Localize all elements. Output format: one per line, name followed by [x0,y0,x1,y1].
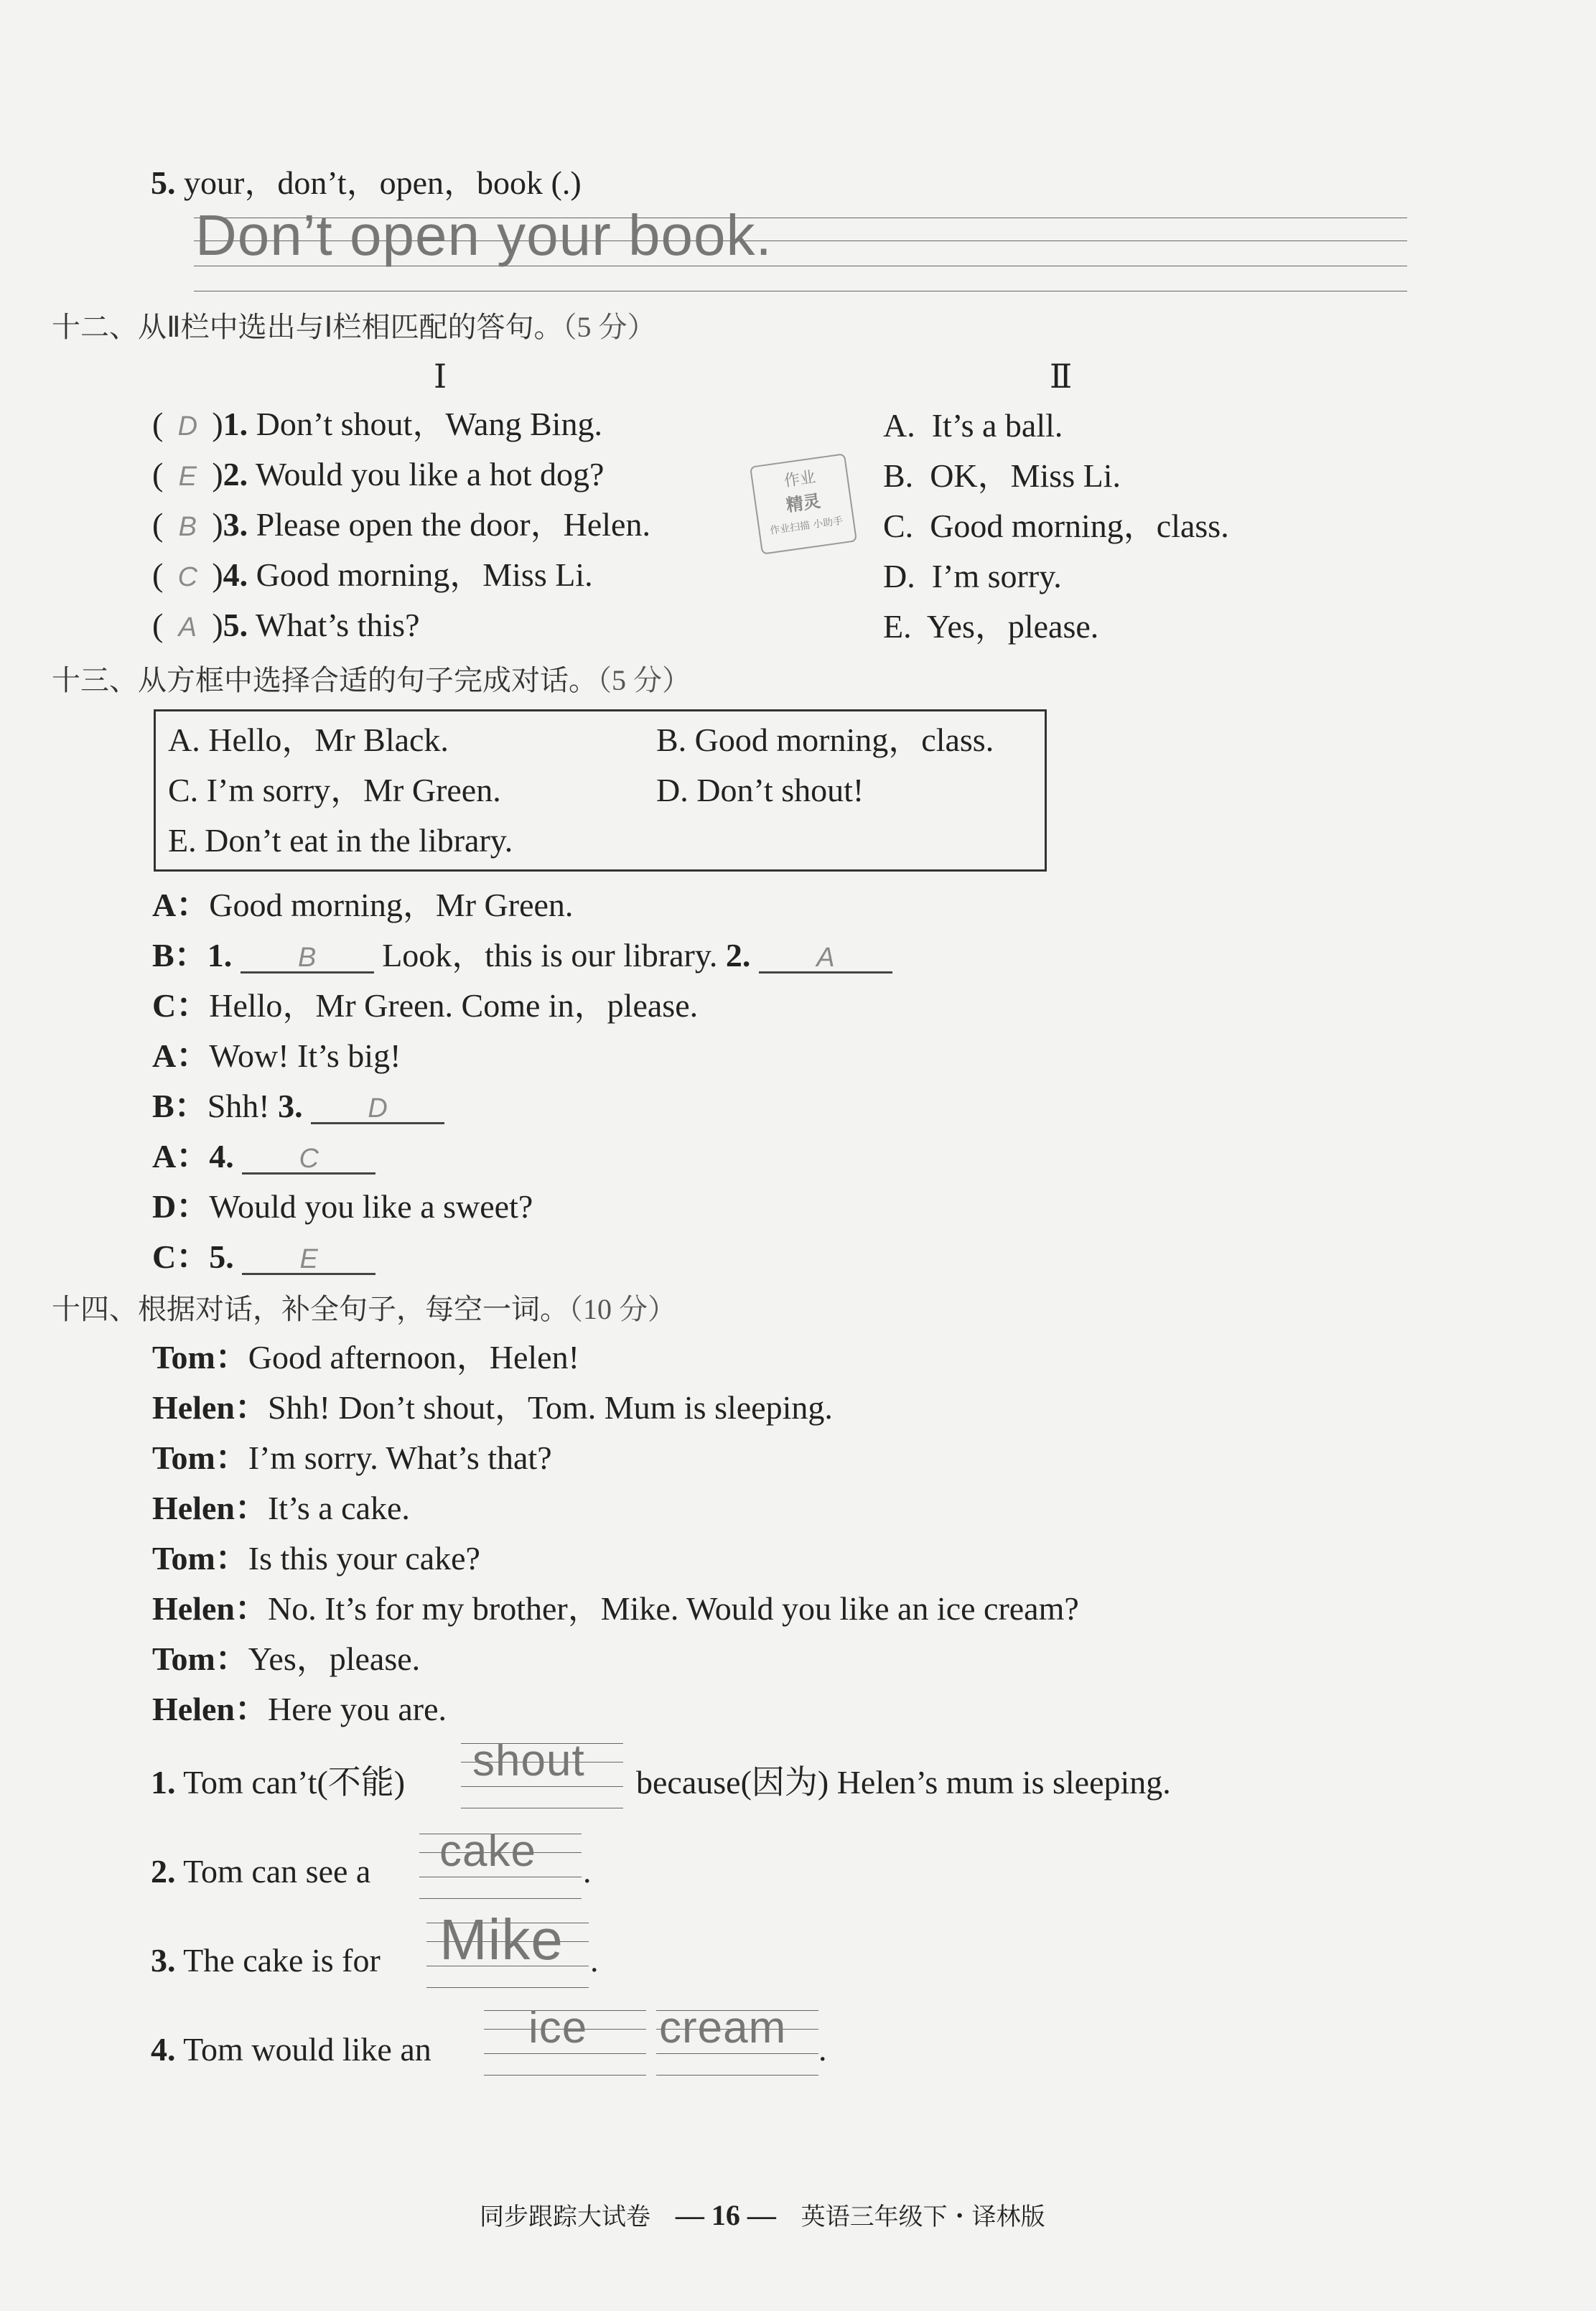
match-answer: D [177,411,198,442]
four-line-3 [484,2053,646,2054]
fill-q3: 3. The cake is for [151,1942,381,1979]
column1-header: Ⅰ [434,358,447,395]
dialogue-line: A：4. C [152,1140,375,1175]
section13-title: 十三、从方框中选择合适的句子完成对话。 [52,664,597,697]
section12-heading [52,304,655,345]
item-number: 5. [151,164,176,201]
match-answer: E [178,462,197,492]
dialogue-line: A：Wow! It’s big! [152,1037,401,1074]
handwritten-answer: shout [472,1736,585,1785]
section12-points: （5 分） [562,311,656,343]
fill-q4: 4. Tom would like an [151,2031,431,2068]
answer-blank: E [242,1246,375,1275]
four-line-3 [461,1786,623,1787]
match-answer: A [178,612,197,643]
section14-heading [52,1287,676,1327]
section13-points: （5 分） [597,664,691,696]
item-prompt: your，don’t，open，book (.) [184,164,582,201]
reading-line: Tom：Yes，please. [152,1640,421,1677]
handwritten-answer: cake [439,1826,536,1876]
answer-blank: D [311,1095,444,1124]
answer-blank: B [241,944,374,974]
fill-q1: 1. Tom can’t(不能) [151,1764,406,1801]
option-e: E. Don’t eat in the library. [168,822,513,859]
match-right-item: C. Good morning，class. [883,508,1229,544]
dialogue-line: C：Hello，Mr Green. Come in，please. [152,987,699,1024]
section13-heading [52,658,691,699]
match-left-item: ( B )3. Please open the door，Helen. [152,506,650,543]
match-answer: B [178,512,197,542]
q11-item5 [151,164,582,201]
option-b: B. Good morning，class. [656,722,994,758]
dialogue-line: B：1. B Look，this is our library. 2. A [152,939,892,974]
fill-q4-post: . [818,2031,827,2068]
reading-line: Tom：Is this your cake? [152,1540,480,1577]
scan-helper-stamp: 作业 精灵 作业扫描 小助手 [750,453,857,554]
four-line-4 [656,2075,818,2076]
reading-line: Helen：No. It’s for my brother，Mike. Would you like an ice cream? [152,1590,1079,1627]
option-c: C. I’m sorry，Mr Green. [168,772,501,808]
reading-line: Tom：I’m sorry. What’s that? [152,1439,552,1476]
handwritten-answer: cream [659,2003,787,2053]
handwritten-answer: Mike [439,1908,564,1971]
reading-line: Tom：Good afternoon，Helen! [152,1339,579,1376]
option-d: D. Don’t shout! [656,772,864,808]
handwritten-answer: Don’t open your book. [195,203,773,267]
match-right-item: D. I’m sorry. [883,558,1062,594]
page-number: — 16 — [675,2199,776,2231]
column2-header: Ⅱ [1050,358,1073,395]
match-left-item: ( D )1. Don’t shout，Wang Bing. [152,406,602,442]
match-left-item: ( E )2. Would you like a hot dog? [152,456,605,492]
four-line-4 [484,2075,646,2076]
match-left-item: ( A )5. What’s this? [152,607,420,643]
match-left-item: ( C )4. Good morning，Miss Li. [152,556,593,593]
reading-line: Helen：It’s a cake. [152,1490,410,1526]
four-line-4 [426,1987,589,1988]
match-right-item: B. OK，Miss Li. [883,457,1121,494]
page-footer [480,2197,1045,2232]
section12-title: 十二、从Ⅱ栏中选出与Ⅰ栏相匹配的答句。 [52,311,563,344]
option-a: A. Hello，Mr Black. [168,722,449,758]
section14-points: （10 分） [569,1293,676,1325]
reading-line: Helen：Shh! Don’t shout，Tom. Mum is sleeping. [152,1389,833,1426]
match-right-item: A. It’s a ball. [883,407,1063,444]
footer-title: 同步跟踪大试卷 [480,2203,650,2231]
fill-q3-post: . [590,1942,599,1979]
match-answer: C [177,562,198,592]
dialogue-line: B：Shh! 3. D [152,1090,444,1124]
section14-title: 十四、根据对话，补全句子，每空一词。 [52,1293,569,1326]
dialogue-line: C：5. E [152,1241,375,1275]
reading-line: Helen：Here you are. [152,1691,447,1727]
footer-subject: 英语三年级下・译林版 [801,2203,1045,2231]
four-line-4 [419,1898,582,1899]
four-line-3 [656,2053,818,2054]
match-right-item: E. Yes，please. [883,608,1099,645]
answer-blank: C [242,1145,375,1175]
fill-q1-post: because(因为) Helen’s mum is sleeping. [636,1764,1171,1801]
dialogue-line: A：Good morning，Mr Green. [152,887,574,923]
handwritten-answer: ice [528,2003,588,2053]
dialogue-line: D：Would you like a sweet? [152,1188,533,1225]
fill-q2-post: . [583,1853,592,1890]
fill-q2: 2. Tom can see a [151,1853,371,1890]
answer-blank: A [759,944,892,974]
